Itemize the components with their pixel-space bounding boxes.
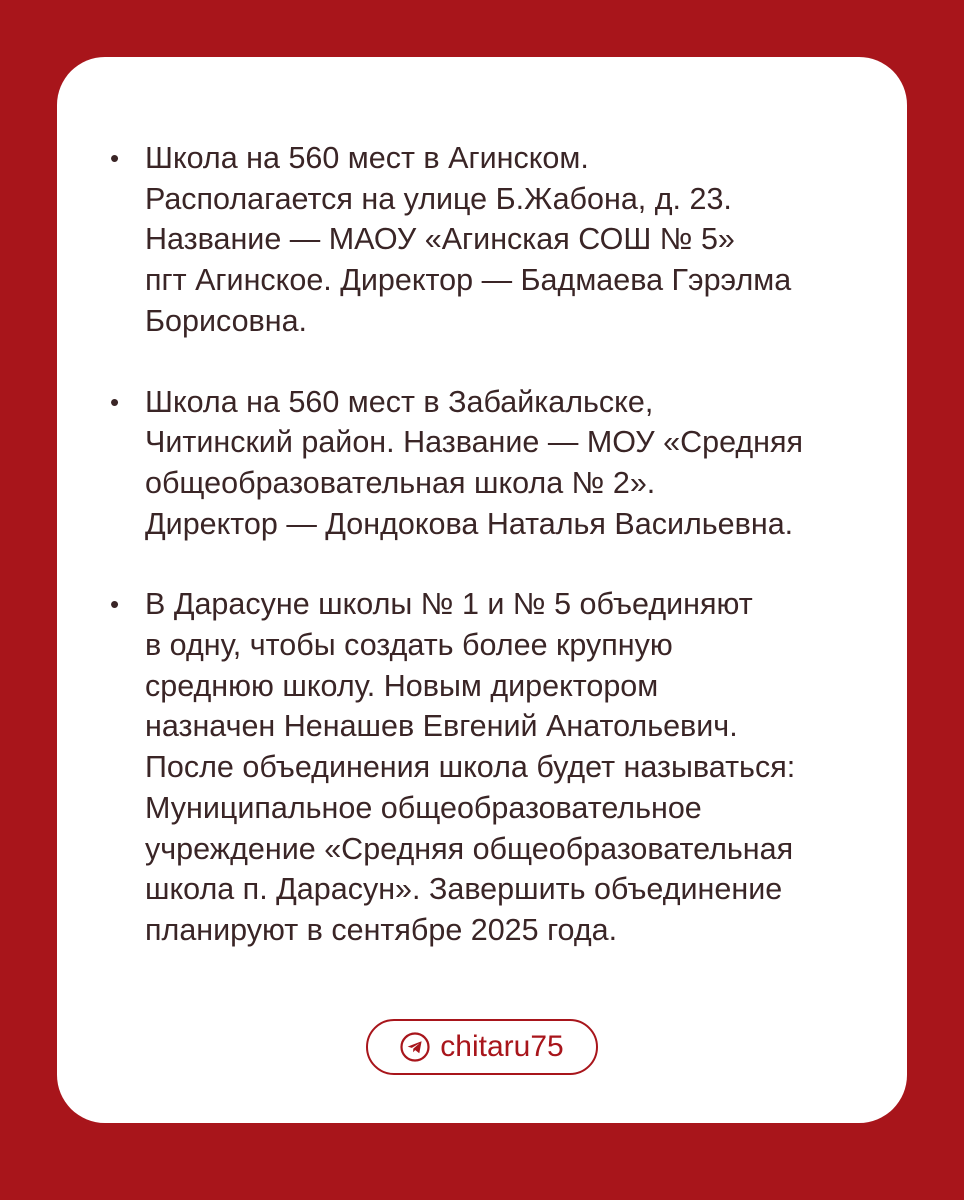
telegram-icon xyxy=(400,1032,430,1062)
bullet: • xyxy=(110,143,120,173)
item-text-line: Школа на 560 мест в Агинском. xyxy=(145,141,589,175)
news-list xyxy=(57,138,907,991)
item-text-line: школа п. Дарасун». Завершить объединение xyxy=(145,872,783,907)
list-item xyxy=(57,584,907,950)
item-text-line: назначен Ненашев Евгений Анатольевич. xyxy=(145,709,738,744)
item-text-line: После объединения школа будет называться: xyxy=(145,750,796,785)
item-text-line: планируют в сентябре 2025 года. xyxy=(145,912,618,947)
item-text-line: Директор — Дондокова Наталья Васильевна. xyxy=(145,506,794,541)
bullet: • xyxy=(110,589,120,620)
item-text-line: среднюю школу. Новым директором xyxy=(145,668,659,703)
item-text-line: общеобразовательная школа № 2». xyxy=(145,465,656,500)
item-text-line: пгт Агинское. Директор — Бадмаева Гэрэлма xyxy=(145,263,792,298)
list-item xyxy=(57,382,907,545)
telegram-channel-link[interactable] xyxy=(366,1019,598,1075)
item-text-line: Располагается на улице Б.Жабона, д. 23. xyxy=(145,181,732,216)
channel-name: chitaru75 xyxy=(440,1030,564,1063)
item-text-line: Борисовна. xyxy=(145,303,308,338)
item-text-line: Школа на 560 мест в Забайкальске, xyxy=(145,384,654,419)
item-text-line: учреждение «Средняя общеобразовательная xyxy=(145,831,794,866)
item-text-line: в одну, чтобы создать более крупную xyxy=(145,628,673,663)
item-text-line: Название — МАОУ «Агинская СОШ № 5» xyxy=(145,222,735,257)
item-text-line: Муниципальное общеобразовательное xyxy=(145,790,702,825)
bullet: • xyxy=(110,386,120,417)
list-item xyxy=(57,138,907,342)
item-text-line: В Дарасуне школы № 1 и № 5 объединяют xyxy=(145,587,753,622)
item-text-line: Читинский район. Название — МОУ «Средняя xyxy=(145,425,804,460)
content-card xyxy=(57,57,907,1123)
